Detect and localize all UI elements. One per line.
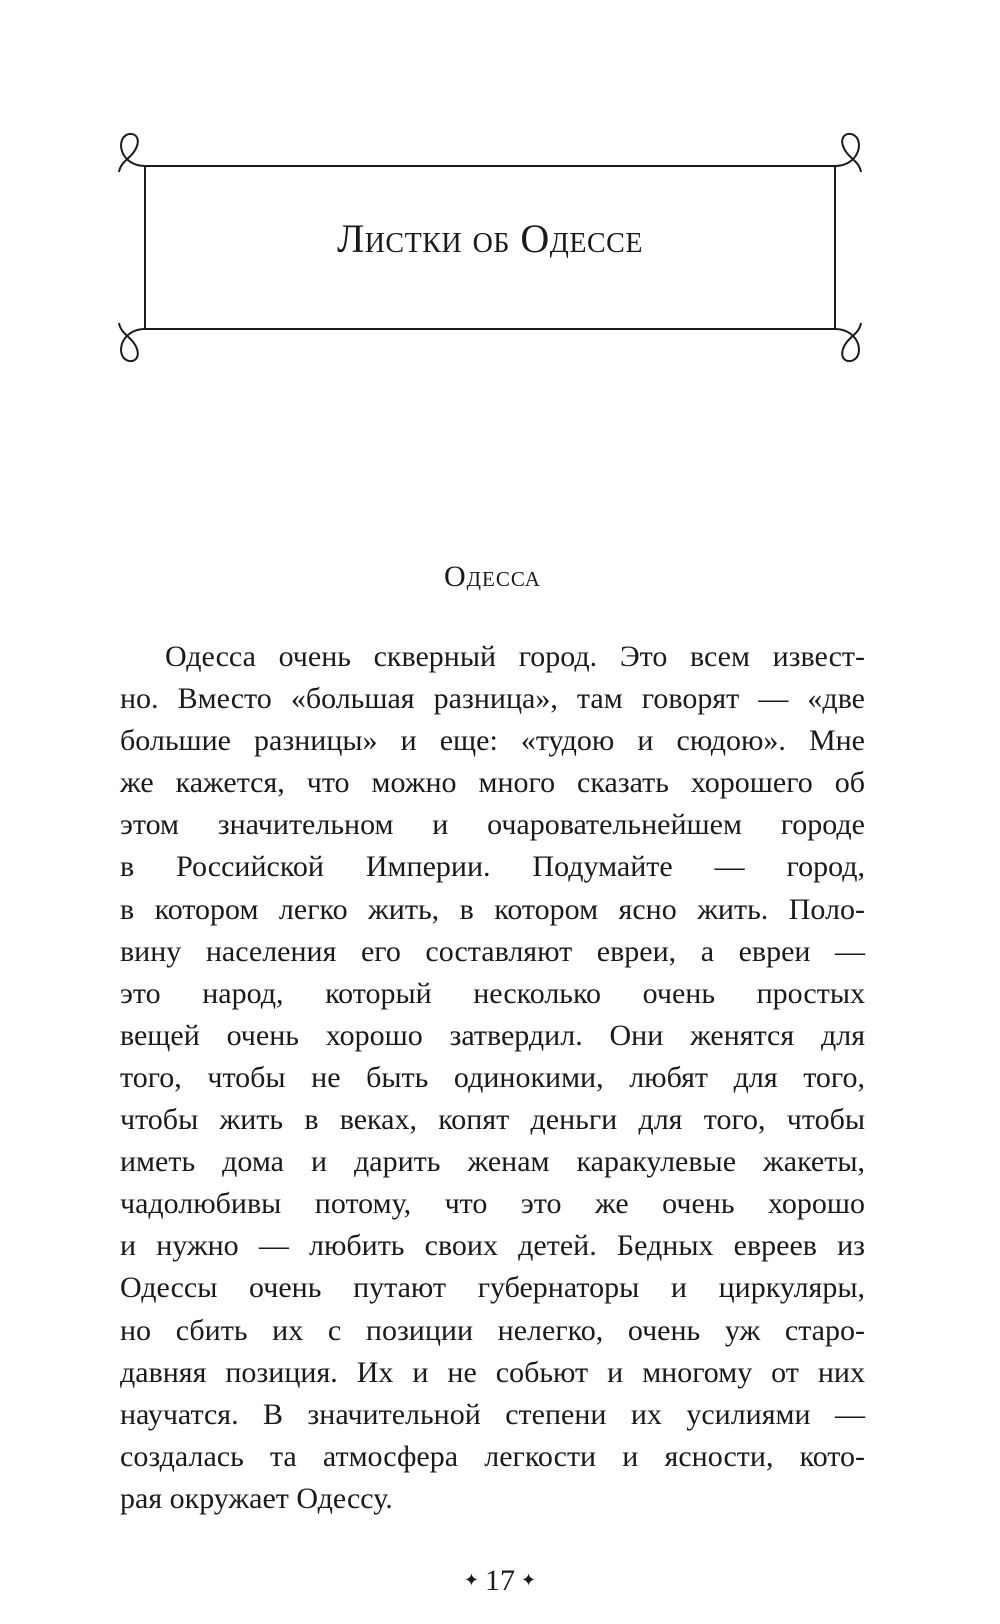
chapter-title: Одесса: [444, 560, 541, 593]
ornament-star-icon: ✦: [521, 1570, 537, 1590]
paragraph-line: в котором легко жить, в котором ясно жить. Поло-: [120, 892, 865, 926]
paragraph-line: рая окружает Одессу.: [120, 1481, 393, 1515]
part-title: Листки об Одессе: [337, 216, 643, 261]
paragraph-line: того, чтобы не быть одинокими, любят для того,: [120, 1060, 865, 1094]
paragraph-line: большие разницы» и еще: «тудою и сюдою». Мне: [120, 724, 865, 758]
paragraph-line: научатся. В значительной степени их усилиями —: [120, 1397, 865, 1431]
body-paragraph: [120, 636, 865, 1520]
paragraph-line: чадолюбивы потому, что это же очень хорошо: [120, 1187, 865, 1221]
paragraph-line: этом значительном и очаровательнейшем городе: [120, 808, 865, 842]
paragraph-line: и нужно — любить своих детей. Бедных евреев из: [120, 1229, 865, 1263]
paragraph-line: Одесса очень скверный город. Это всем извест-: [165, 640, 865, 673]
ornament-star-icon: ✦: [463, 1570, 479, 1590]
paragraph-line: чтобы жить в веках, копят деньги для того, чтобы: [120, 1103, 865, 1137]
paragraph-line: иметь дома и дарить женам каракулевые жакеты,: [120, 1145, 865, 1179]
paragraph-line: это народ, который несколько очень простых: [120, 976, 865, 1010]
paragraph-line: но. Вместо «большая разница», там говорят — «две: [120, 682, 865, 716]
paragraph-line: в Российской Империи. Подумайте — город,: [120, 850, 865, 884]
paragraph-line: же кажется, что можно много сказать хорошего об: [120, 766, 865, 800]
paragraph-line: вещей очень хорошо затвердил. Они женятся для: [120, 1018, 865, 1052]
paragraph-line: вину населения его составляют евреи, а евреи —: [120, 934, 865, 968]
page-number-footer: [400, 1566, 600, 1596]
paragraph-line: создалась та атмосфера легкости и ясности, кото-: [120, 1439, 865, 1473]
page-number: 17: [485, 1564, 515, 1597]
paragraph-line: Одессы очень путают губернаторы и циркуляры,: [120, 1271, 865, 1305]
paragraph-line: давняя позиция. Их и не собьют и многому от них: [120, 1355, 865, 1389]
paragraph-line: но сбить их с позиции нелегко, очень уж старо-: [120, 1313, 865, 1347]
